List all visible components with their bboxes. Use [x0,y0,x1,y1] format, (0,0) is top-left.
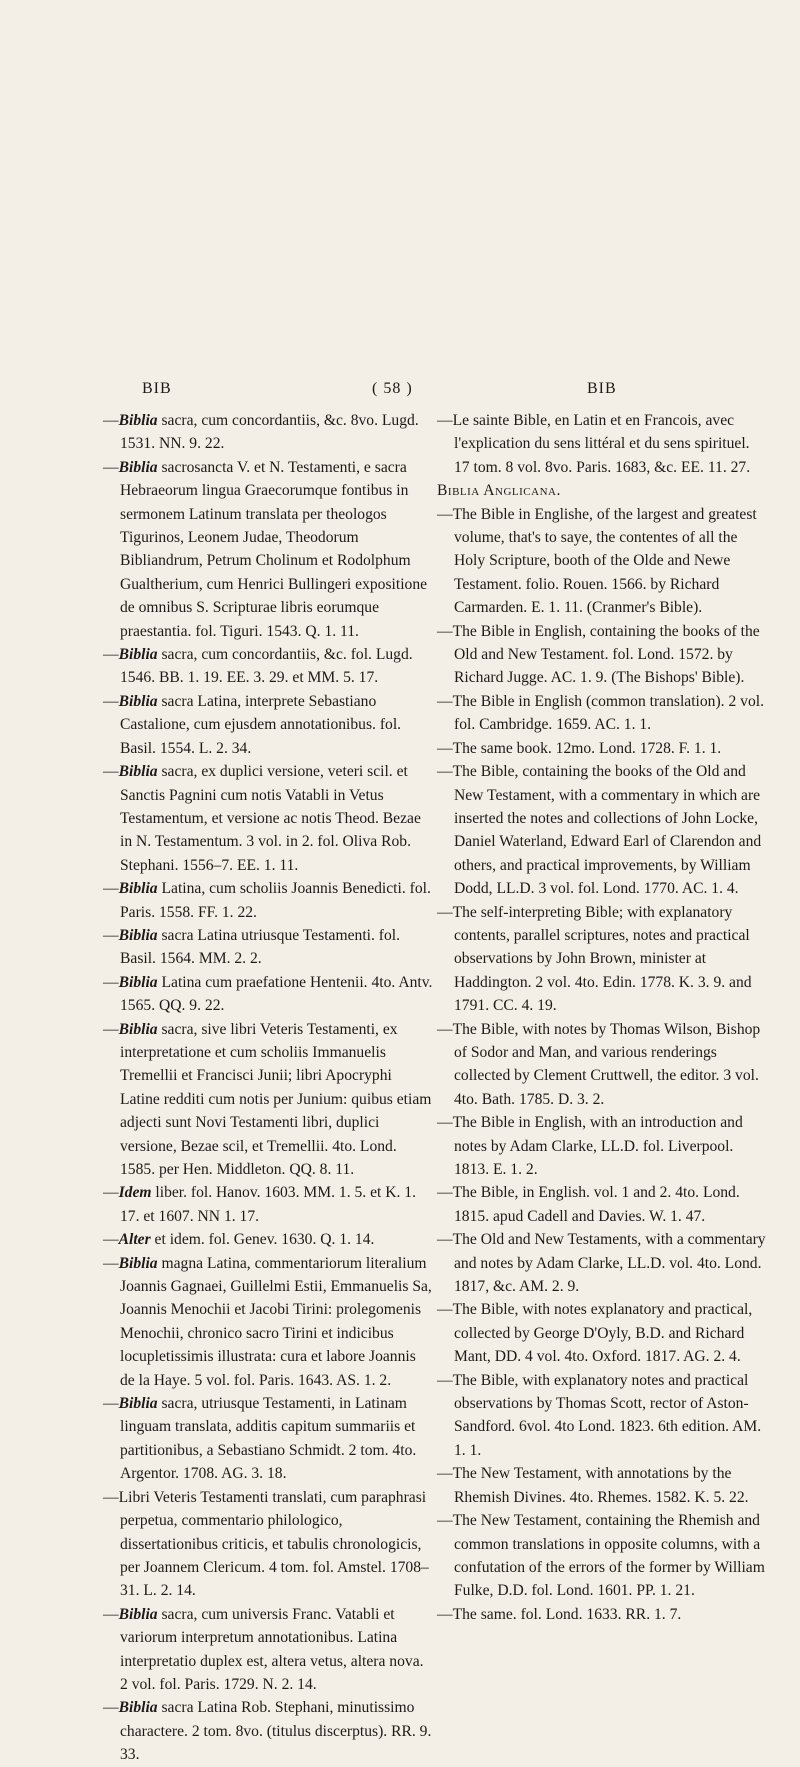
entry-dash: — [437,412,453,429]
entry-text: sacrosancta V. et N. Testamenti, e sacra Hebraeorum lingua Graecorumque fontibus in sermonem Latinum translata per theologos Tigurinos, Leonem Judae, Theodorum Bibliandrum, Petrum Cholinum et Rodolphum Gualtherium, cum Henrici Bullingeri expositione de omnibus S. Scripturae libris eorumque praestantia. fol. Tiguri. 1543. Q. 1. 11. [120,458,428,640]
entry-dash: — [437,1512,453,1530]
entry-text: The same book. 12mo. Lond. 1728. F. 1. 1. [452,739,722,757]
catalog-entry [437,1181,767,1228]
catalog-entry [437,1018,767,1112]
catalog-entry [437,1509,767,1603]
entry-dash: — [437,1114,453,1132]
entry-lead-word: Biblia [118,973,158,991]
entry-dash: — [103,926,119,944]
entry-text: Le sainte Bible, en Latin et en Francois, avec l'explication du sens littéral et du sens spirituel. 17 tom. 8 vol. 8vo. Paris. 1683, &c. EE. 11. 27. [452,412,751,476]
catalog-entry [103,409,433,456]
catalog-entry [437,737,767,760]
entry-dash: — [437,1605,453,1623]
entry-text: liber. fol. Hanov. 1603. MM. 1. 5. et K. 1. 17. et 1607. NN 1. 17. [120,1184,417,1225]
entry-text: sacra, cum concordantiis, &c. 8vo. Lugd. 1531. NN. 9. 22. [120,412,419,453]
entry-dash: — [437,505,453,523]
entry-text: sacra, sive libri Veteris Testamenti, ex interpretatione et cum scholiis Immanuelis Tremellii et Francisci Junii; libri Apocryphi Latine redditi cum notis per Junium: quibus etiam adjecti sunt Novi Testamenti libri, duplici versione, Bezae scil, et Tremellii. 4to. Lond. 1585. per Hen. Middleton. QQ. 8. 11. [120,1020,432,1178]
catalog-entry [437,690,767,737]
entry-text: The Bible in English, containing the books of the Old and New Testament. fol. Lond. 1572. by Richard Jugge. AC. 1. 9. (The Bishops' Bible). [452,622,760,687]
entry-dash: — [437,1184,453,1202]
entry-dash: — [103,1488,119,1506]
header-left: BIB [142,380,172,397]
running-header [0,380,800,404]
entry-lead-word: Biblia [118,1395,158,1413]
catalog-entry [103,456,433,643]
entry-text: sacra, ex duplici versione, veteri scil. et Sanctis Pagnini cum notis Vatabli in Vetus Testamentum, et versione ac notis Theod. Bezae in N. Testamentum. 3 vol. in 2. fol. Oliva Rob. Stephani. 1556–7. EE. 1. 11. [120,763,421,874]
entry-text: The self-interpreting Bible; with explanatory contents, parallel scriptures, notes and practical observations by John Brown, minister at Haddington. 2 vol. 4to. Edin. 1778. K. 3. 9. and 1791. CC. 4. 19. [452,903,752,1015]
catalog-entry [437,1298,767,1368]
entry-dash: — [103,880,119,898]
header-right: BIB [587,380,617,397]
catalog-entry [437,1603,767,1626]
entry-lead-word: Biblia [118,1254,158,1272]
entry-text: The Bible, in English. vol. 1 and 2. 4to. Lond. 1815. apud Cadell and Davies. W. 1. 47. [452,1184,740,1225]
entry-dash: — [437,1301,453,1319]
entry-text: sacra, cum universis Franc. Vatabli et variorum interpretum annotationibus. Latina interpretatio duplex est, altera vetus, altera nova. 2 vol. fol. Paris. 1729. N. 2. 14. [120,1605,424,1693]
entry-dash: — [437,1371,453,1389]
entry-dash: — [103,1395,119,1413]
catalog-entry [437,1228,767,1298]
catalog-entry [437,760,767,900]
entry-text: et idem. fol. Genev. 1630. Q. 1. 14. [150,1231,375,1249]
entry-text: sacra, cum concordantiis, &c. fol. Lugd. 1546. BB. 1. 19. EE. 3. 29. et MM. 5. 17. [120,646,413,687]
entry-dash: — [103,1184,119,1202]
entry-lead-word: Biblia [118,763,158,781]
entry-text: The Bible in Englishe, of the largest and greatest volume, that's to saye, the contentes of all the Holy Scripture, booth of the Olde and Newe Testament. folio. Rouen. 1566. by Richard Carmarden. E. 1. 11. (Cranmer's Bible). [452,505,757,617]
entry-dash: — [437,903,453,921]
catalog-entry [437,1462,767,1509]
entry-dash: — [103,1254,119,1272]
entry-lead-word: Biblia [118,1699,158,1717]
entry-text: Latina cum praefatione Hentenii. 4to. Antv. 1565. QQ. 9. 22. [120,973,433,1015]
right-column [437,409,767,1626]
catalog-entry [103,690,433,760]
entry-text: The same. fol. Lond. 1633. RR. 1. 7. [452,1605,682,1623]
entry-lead-word: Biblia [118,646,158,664]
section-heading: Biblia Anglicana. [437,482,561,500]
entry-dash: — [437,1020,453,1038]
catalog-entry [437,1369,767,1463]
catalog-entry [103,924,433,971]
entry-text: sacra Latina, interprete Sebastiano Castalione, cum ejusdem annotationibus. fol. Basil. 1554. L. 2. 34. [120,692,402,757]
entry-text: sacra Latina utriusque Testamenti. fol. Basil. 1564. MM. 2. 2. [120,926,401,968]
entry-dash: — [103,412,119,429]
entry-text: The Old and New Testaments, with a commentary and notes by Adam Clarke, LL.D. vol. 4to. Lond. 1817, &c. AM. 2. 9. [452,1231,766,1296]
entry-dash: — [103,1605,119,1623]
entry-dash: — [437,763,453,781]
entry-lead-word: Biblia [118,880,158,898]
entry-dash: — [437,739,453,757]
entry-text: sacra, utriusque Testamenti, in Latinam linguam translata, additis capitum summariis et partitionibus, a Sebastiano Schmidt. 2 tom. 4to. Argentor. 1708. AG. 3. 18. [120,1395,417,1483]
entry-dash: — [103,1020,119,1038]
catalog-entry [103,1392,433,1486]
entry-lead-word: Biblia [118,458,158,476]
entry-dash: — [103,1699,119,1717]
catalog-entry [103,877,433,924]
entry-text: The Bible in English (common translation). 2 vol. fol. Cambridge. 1659. AC. 1. 1. [452,692,764,734]
page-number: ( 58 ) [372,380,413,397]
entry-text: The Bible, with notes explanatory and practical, collected by George D'Oyly, B.D. and Richard Mant, DD. 4 vol. 4to. Oxford. 1817. AG. 2. 4. [452,1301,753,1366]
entry-dash: — [437,692,453,710]
catalog-entry [103,1181,433,1228]
entry-text: Latina, cum scholiis Joannis Benedicti. fol. Paris. 1558. FF. 1. 22. [120,880,431,921]
entry-lead-word: Biblia [118,926,158,944]
entry-text: The Bible in English, with an introduction and notes by Adam Clarke, LL.D. fol. Liverpool. 1813. E. 1. 2. [452,1114,743,1178]
entry-text: The Bible, containing the books of the Old and New Testament, with a commentary in which are inserted the notes and collections of John Locke, Daniel Waterland, Edward Earl of Clarendon and others, and practical improvements, by William Dodd, LL.D. 3 vol. fol. Lond. 1770. AC. 1. 4. [452,763,762,898]
entry-dash: — [103,1231,119,1249]
catalog-entry [103,1252,433,1392]
entry-text: Libri Veteris Testamenti translati, cum paraphrasi perpetua, commentario philologico, dissertationibus criticis, et tabulis chronologicis, per Joannem Clericum. 4 tom. fol. Amstel. 1708–31. L. 2. 14. [118,1488,429,1600]
catalog-entry [437,503,767,620]
entry-text: magna Latina, commentariorum literalium Joannis Gagnaei, Guillelmi Estii, Emmanuelis Sa, Joannis Menochii et Jacobi Tirini: prolegomenis Menochii, chronico sacro Tirini et indicibus locupletissimis illustrata: cura et labore Joannis de la Haye. 5 vol. fol. Paris. 1643. AS. 1. 2. [120,1254,432,1389]
entry-dash: — [103,973,119,991]
catalog-entry [437,901,767,1018]
entry-dash: — [103,646,119,664]
catalog-entry [103,760,433,877]
entry-dash: — [103,692,119,710]
catalog-entry [103,1486,433,1603]
entry-dash: — [103,458,119,476]
entry-dash: — [103,763,119,781]
entry-dash: — [437,1231,453,1249]
catalog-entry [437,1111,767,1181]
entry-text: The Bible, with explanatory notes and practical observations by Thomas Scott, rector of Aston-Sandford. 6vol. 4to Lond. 1823. 6th edition. AM. 1. 1. [452,1371,762,1459]
catalog-entry [103,1228,433,1251]
entry-lead-word: Idem [118,1184,152,1202]
left-column [103,409,433,1767]
catalog-entry [103,1696,433,1766]
entry-text: sacra Latina Rob. Stephani, minutissimo charactere. 2 tom. 8vo. (titulus discerptus). RR. 9. 33. [120,1699,432,1764]
entry-lead-word: Alter [118,1231,151,1249]
entry-text: The New Testament, containing the Rhemish and common translations in opposite columns, with a confutation of the errors of the former by William Fulke, D.D. fol. Lond. 1601. PP. 1. 21. [452,1512,765,1600]
entry-text: The Bible, with notes by Thomas Wilson, Bishop of Sodor and Man, and various renderings collected by Clement Cruttwell, the editor. 3 vol. 4to. Bath. 1785. D. 3. 2. [452,1020,761,1108]
entry-dash: — [437,1465,453,1483]
catalog-entry [103,1603,433,1697]
catalog-entry [437,620,767,690]
catalog-entry [103,1018,433,1182]
catalog-entry [437,409,767,479]
catalog-entry [103,643,433,690]
entry-lead-word: Biblia [118,692,158,710]
entry-lead-word: Biblia [118,412,158,429]
entry-text: The New Testament, with annotations by the Rhemish Divines. 4to. Rhemes. 1582. K. 5. 22. [452,1465,749,1506]
catalog-entry [103,971,433,1018]
entry-lead-word: Biblia [118,1020,158,1038]
entry-dash: — [437,622,453,640]
entry-lead-word: Biblia [118,1605,158,1623]
